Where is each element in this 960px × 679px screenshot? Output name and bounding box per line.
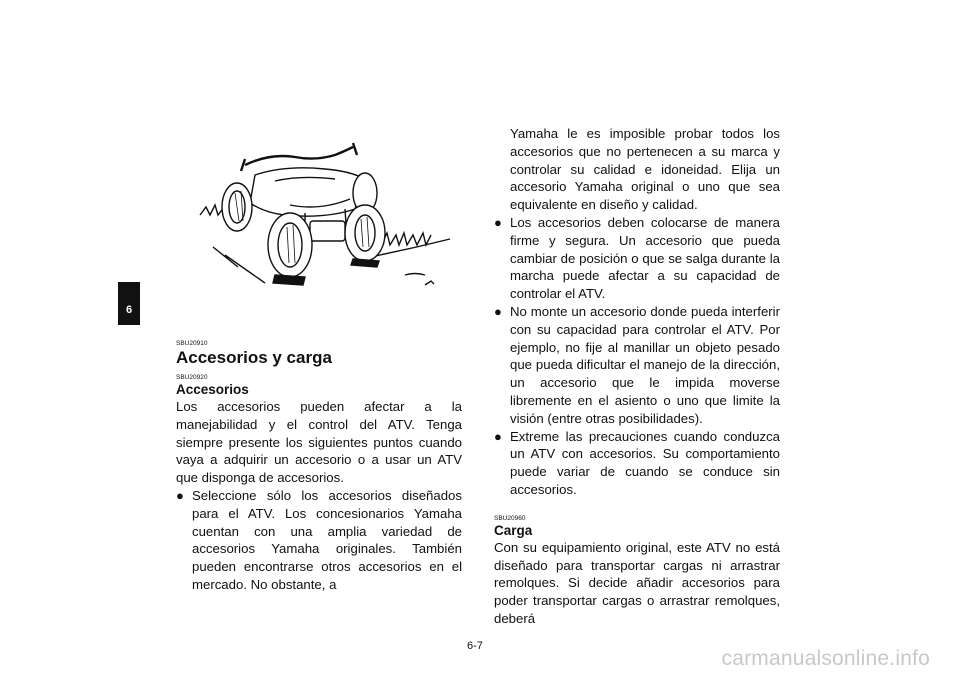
right-column — [494, 125, 780, 628]
subsection-code: SBU20920 — [176, 374, 208, 381]
bullet-item — [176, 487, 462, 594]
bullet-continuation: Yamaha le es imposible probar todos los accesorios que no pertenecen a su marca y controlar su calidad e idoneidad. Elija un accesorio Yamaha original o uno que sea equivalente en diseño y calidad. — [510, 126, 780, 213]
bullet-icon: ● — [494, 303, 502, 319]
subsection-title: Accesorios — [176, 382, 249, 397]
bullet-item — [494, 303, 780, 428]
section-code: SBU20910 — [176, 340, 208, 347]
page-number: 6-7 — [467, 640, 483, 652]
bullet-text: Los accesorios deben colocarse de manera firme y segura. Un accesorio que pueda cambiar de posición o que se salga durante la marcha puede afectar a su capacidad de controlar el ATV. — [510, 214, 780, 302]
intro-paragraph: Los accesorios pueden afectar a la manejabilidad y el control del ATV. Tenga siempre presente los siguientes puntos cuando vaya a adquirir un accesorio o a usar un ATV que disponga de accesorios. — [176, 399, 462, 486]
bullet-text: Seleccione sólo los accesorios diseñados para el ATV. Los concesionarios Yamaha cuentan con una amplia variedad de accesorios Yamaha originales. También pueden encontrarse otros accesorios en el mercado. No obstante, a — [192, 487, 462, 592]
subsection-code: SBU20960 — [494, 514, 526, 522]
chapter-tab — [118, 282, 140, 325]
bullet-item — [494, 214, 780, 303]
watermark: carmanualsonline.info — [721, 647, 930, 670]
bullet-item — [494, 428, 780, 499]
load-paragraph: Con su equipamiento original, este ATV no está diseñado para transportar cargas ni arrastrar remolques. Si decide añadir accesorios para poder transportar cargas o arrastrar remolques, deberá — [494, 539, 780, 626]
bullet-icon: ● — [494, 214, 502, 230]
bullet-icon: ● — [176, 487, 184, 503]
bullet-icon: ● — [494, 428, 502, 444]
left-column — [176, 340, 462, 594]
chapter-number: 6 — [125, 304, 133, 316]
bullet-text: Extreme las precauciones cuando conduzca un ATV con accesorios. Su comportamiento puede variar de cuando se conduce sin accesorios. — [510, 428, 780, 497]
subsection-title: Carga — [494, 522, 533, 538]
atv-rear-view-illustration — [195, 135, 460, 300]
bullet-text: No monte un accesorio donde pueda interferir con su capacidad para controlar el ATV. Por ejemplo, no fije al manillar un objeto pesado que pueda dificultar el manejo de la dirección, un accesorio que le impida moverse libremente en el asiento o uno que limite la visión (entre otras posibilidades). — [510, 303, 780, 426]
section-title: Accesorios y carga — [176, 348, 332, 367]
